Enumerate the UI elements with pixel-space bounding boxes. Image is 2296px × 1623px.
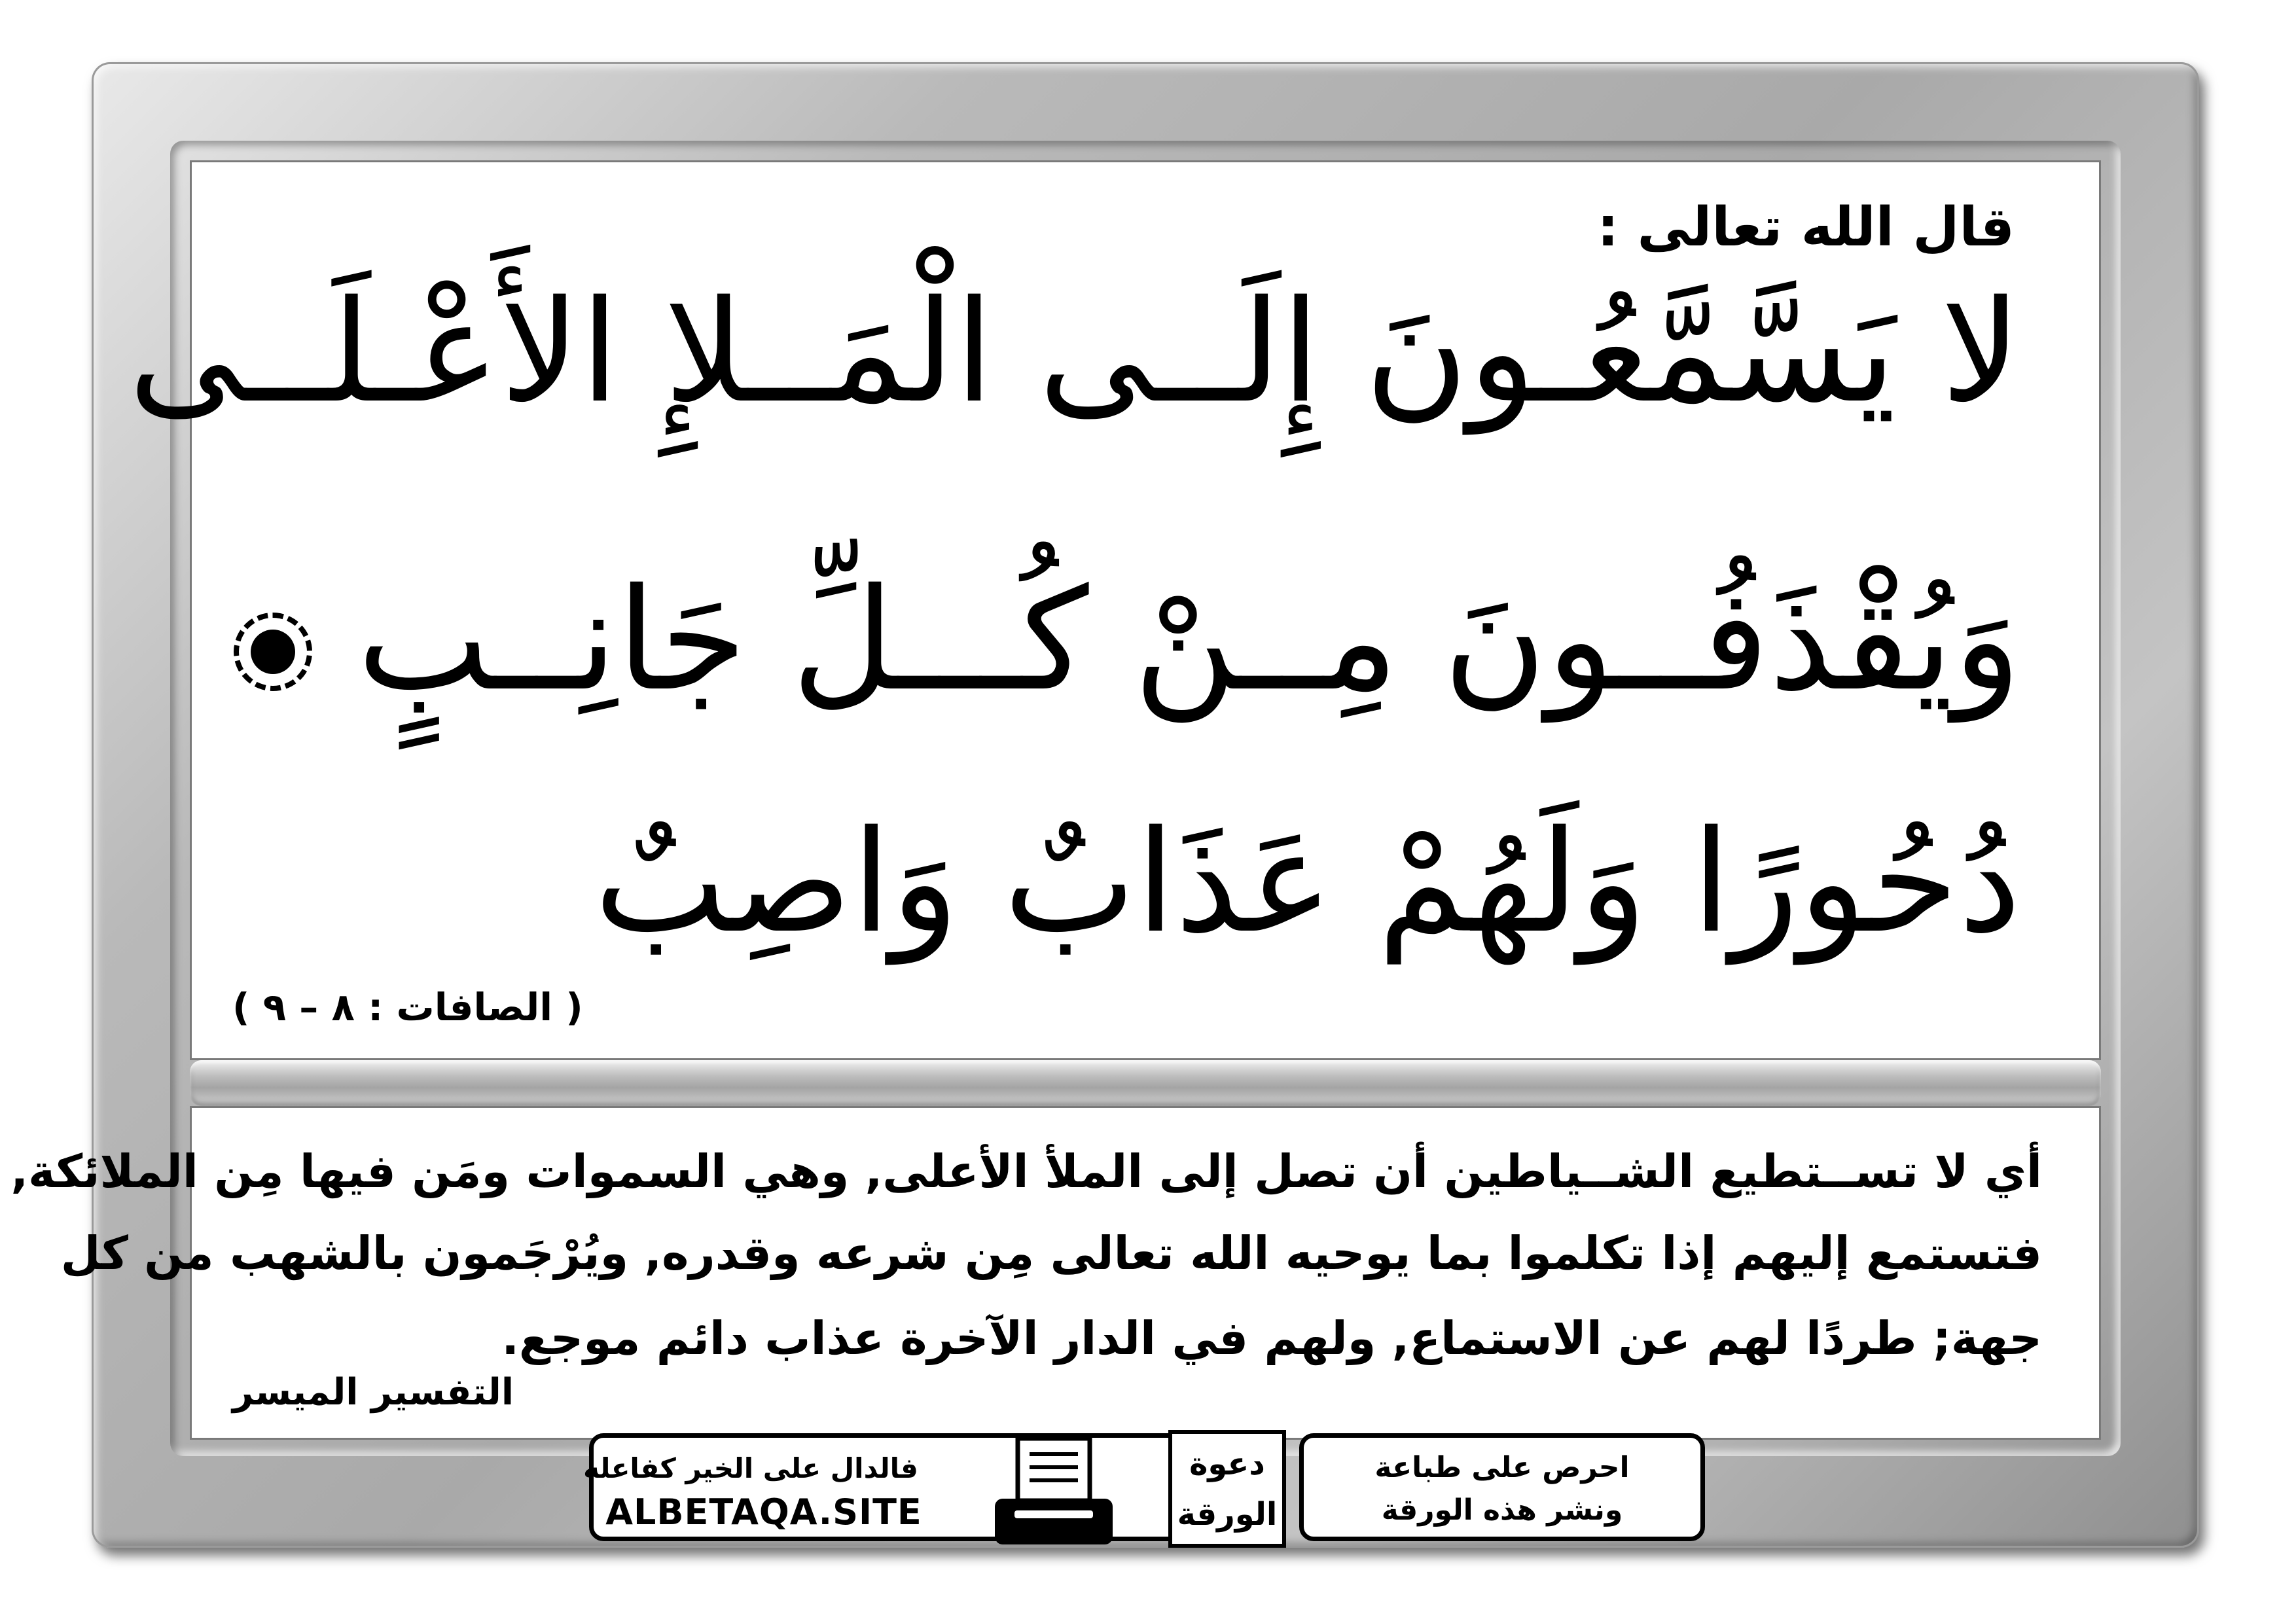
verse-line-1: لا يَسَّمَّعُـونَ إِلَــى الْمَــلإِ الأَعْـلَــى (128, 270, 2021, 434)
dawa-logo (1168, 1430, 1286, 1548)
verse-line-2-text: وَيُقْذَفُــونَ مِــنْ كُـــلِّ جَانِــبٍ (357, 558, 2021, 722)
site-badge-motto: فالدال على الخير كفاعله (583, 1452, 918, 1484)
site-link[interactable]: ALBETAQA.SITE (605, 1491, 922, 1533)
tafsir-line-3: جهة; طردًا لهم عن الاستماع, ولهم في الدار الآخرة عذاب دائم موجع. (501, 1311, 2042, 1365)
logo-line-1: دعوة (1189, 1446, 1265, 1482)
printer-icon (992, 1433, 1116, 1548)
tafsir-line-1: أي لا تســتطيع الشــياطين أن تصل إلى الملأ الأعلى, وهي السموات ومَن فيها مِن الملائكة, (10, 1145, 2042, 1198)
ayah-end-icon (234, 613, 312, 691)
intro-heading: قال الله تعالى : (1597, 196, 2015, 259)
print-share-badge (1299, 1433, 1705, 1541)
tafsir-source: التفسير الميسر (232, 1371, 514, 1414)
print-share-line-1: احرص على طباعة (1374, 1451, 1630, 1484)
surah-reference: ( الصافات : ٨ – ٩ ) (232, 985, 583, 1029)
logo-line-2: الورقة (1177, 1496, 1278, 1533)
verse-line-2 (194, 558, 2021, 722)
panel-divider (190, 1060, 2101, 1106)
tafsir-line-2: فتستمع إليهم إذا تكلموا بما يوحيه الله تعالى مِن شرعه وقدره, ويُرْجَمون بالشهب من كل (60, 1226, 2042, 1280)
verse-line-3: دُحُورًا وَلَهُمْ عَذَابٌ وَاصِبٌ (594, 800, 2021, 964)
print-share-line-2: ونشر هذه الورقة (1381, 1493, 1623, 1527)
